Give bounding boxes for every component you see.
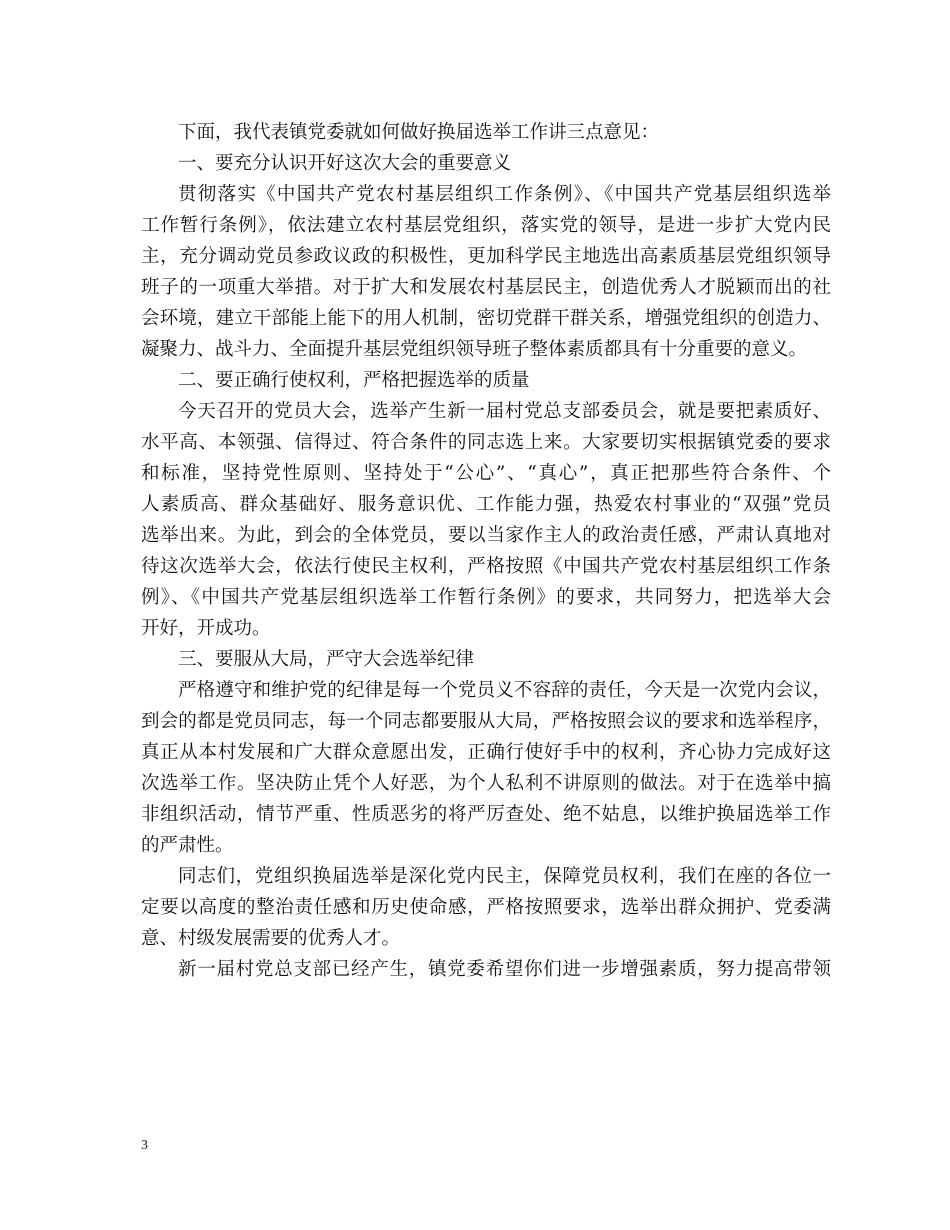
- text-line: 人素质高、群众基础好、服务意识优、工作能力强，热爱农村事业的“双强”党员: [141, 494, 831, 515]
- text-line: 非组织活动，情节严重、性质恶劣的将严厉查处、绝不姑息，以维护换届选举工作: [141, 804, 831, 825]
- text-line: 次选举工作。坚决防止凭个人好恶，为个人私利不讲原则的做法。对于在选举中搞: [141, 773, 831, 794]
- text-line: 例》、《中国共产党基层组织选举工作暂行条例》的要求，共同努力，把选举大会: [141, 587, 831, 608]
- text-line: 到会的都是党员同志，每一个同志都要服从大局，严格按照会议的要求和选举程序，: [141, 711, 831, 732]
- text-line: 一、要充分认识开好这次大会的重要意义: [178, 153, 512, 174]
- page-number: 3: [141, 1138, 148, 1153]
- text-line: 意、村级发展需要的优秀人才。: [141, 928, 401, 949]
- text-line: 开好，开成功。: [141, 618, 271, 639]
- text-line: 严格遵守和维护党的纪律是每一个党员义不容辞的责任，今天是一次党内会议，: [178, 680, 831, 701]
- text-line: 和标准，坚持党性原则、坚持处于“公心”、“真心”，真正把那些符合条件、个: [141, 463, 831, 484]
- document-body: [141, 117, 831, 985]
- text-line: 同志们，党组织换届选举是深化党内民主，保障党员权利，我们在座的各位一: [178, 866, 831, 887]
- text-line: 二、要正确行使权利，严格把握选举的质量: [178, 370, 530, 391]
- text-line: 下面，我代表镇党委就如何做好换届选举工作讲三点意见：: [178, 122, 660, 143]
- text-line: 主，充分调动党员参政议政的积极性，更加科学民主地选出高素质基层党组织领导: [141, 246, 831, 267]
- text-line: 的严肃性。: [141, 835, 234, 856]
- text-line: 水平高、本领强、信得过、符合条件的同志选上来。大家要切实根据镇党委的要求: [141, 432, 831, 453]
- text-line: 选举出来。为此，到会的全体党员，要以当家作主人的政治责任感，严肃认真地对: [141, 525, 831, 546]
- text-line: 贯彻落实《中国共产党农村基层组织工作条例》、《中国共产党基层组织选举: [178, 184, 831, 205]
- text-line: 定要以高度的整治责任感和历史使命感，严格按照要求，选举出群众拥护、党委满: [141, 897, 831, 918]
- text-line: 班子的一项重大举措。对于扩大和发展农村基层民主，创造优秀人才脱颖而出的社: [141, 277, 831, 298]
- text-line: 会环境，建立干部能上能下的用人机制，密切党群干群关系，增强党组织的创造力、: [141, 308, 831, 329]
- text-line: 新一届村党总支部已经产生，镇党委希望你们进一步增强素质，努力提高带领: [178, 959, 831, 980]
- text-line: 凝聚力、战斗力、全面提升基层党组织领导班子整体素质都具有十分重要的意义。: [141, 339, 808, 360]
- text-line: 待这次选举大会，依法行使民主权利，严格按照《中国共产党农村基层组织工作条: [141, 556, 831, 577]
- text-line: 三、要服从大局，严守大会选举纪律: [178, 649, 475, 670]
- text-line: 今天召开的党员大会，选举产生新一届村党总支部委员会，就是要把素质好、: [178, 401, 831, 422]
- text-line: 工作暂行条例》，依法建立农村基层党组织，落实党的领导，是进一步扩大党内民: [141, 215, 831, 236]
- text-line: 真正从本村发展和广大群众意愿出发，正确行使好手中的权利，齐心协力完成好这: [141, 742, 831, 763]
